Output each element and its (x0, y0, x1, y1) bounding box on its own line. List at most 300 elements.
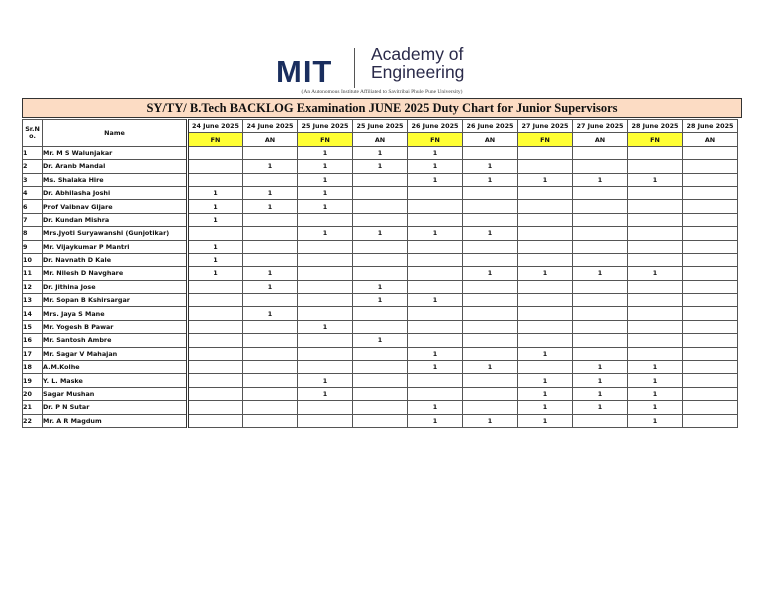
duty-cell (463, 401, 518, 414)
duty-cell: 1 (243, 200, 298, 213)
duty-cell (573, 240, 628, 253)
duty-cell (628, 347, 683, 360)
supervisor-name-cell: Mr. Sagar V Mahajan (43, 347, 188, 360)
header-date: 25 June 2025 (298, 120, 353, 133)
header-session: FN (518, 133, 573, 146)
serial-number-cell: 20 (23, 387, 43, 400)
supervisor-name-cell: Mr. M S Walunjakar (43, 146, 188, 159)
duty-cell (573, 213, 628, 226)
duty-cell: 1 (298, 186, 353, 199)
duty-cell (683, 186, 738, 199)
supervisor-name-cell: Dr. Jithina Jose (43, 280, 188, 293)
duty-cell (518, 200, 573, 213)
duty-cell (683, 334, 738, 347)
supervisor-name-cell: Dr. P N Sutar (43, 401, 188, 414)
duty-cell (243, 361, 298, 374)
duty-cell: 1 (243, 280, 298, 293)
supervisor-name-cell: Dr. Aranb Mandal (43, 160, 188, 173)
duty-cell: 1 (243, 267, 298, 280)
duty-cell: 1 (573, 173, 628, 186)
duty-cell: 1 (408, 347, 463, 360)
header-date: 25 June 2025 (353, 120, 408, 133)
duty-cell: 1 (408, 173, 463, 186)
duty-cell: 1 (188, 240, 243, 253)
supervisor-name-cell: Mr. Santosh Ambre (43, 334, 188, 347)
serial-number-cell: 17 (23, 347, 43, 360)
duty-cell (353, 200, 408, 213)
table-row (23, 267, 738, 280)
duty-cell (683, 240, 738, 253)
duty-cell (298, 294, 353, 307)
duty-cell (628, 160, 683, 173)
serial-number-cell: 8 (23, 227, 43, 240)
duty-cell (353, 374, 408, 387)
duty-cell (188, 160, 243, 173)
duty-cell (628, 320, 683, 333)
duty-cell (463, 186, 518, 199)
header-session: FN (298, 133, 353, 146)
duty-cell: 1 (298, 200, 353, 213)
duty-cell: 1 (628, 414, 683, 427)
header-date: 24 June 2025 (188, 120, 243, 133)
duty-cell: 1 (353, 280, 408, 293)
duty-cell (298, 267, 353, 280)
table-row (23, 146, 738, 159)
header-session: FN (408, 133, 463, 146)
duty-cell (463, 280, 518, 293)
duty-cell: 1 (518, 374, 573, 387)
duty-cell (188, 387, 243, 400)
duty-cell (518, 146, 573, 159)
duty-cell (683, 320, 738, 333)
duty-cell: 1 (298, 320, 353, 333)
duty-cell (683, 253, 738, 266)
duty-cell (243, 227, 298, 240)
duty-cell (628, 280, 683, 293)
duty-cell: 1 (298, 227, 353, 240)
serial-number-cell: 10 (23, 253, 43, 266)
duty-cell: 1 (518, 267, 573, 280)
serial-number-cell: 9 (23, 240, 43, 253)
duty-cell (463, 200, 518, 213)
duty-cell (683, 347, 738, 360)
duty-cell (683, 267, 738, 280)
duty-cell (243, 253, 298, 266)
duty-cell (408, 213, 463, 226)
supervisor-name-cell: Dr. Abhilasha Joshi (43, 186, 188, 199)
duty-cell: 1 (518, 173, 573, 186)
duty-cell (243, 387, 298, 400)
duty-cell (353, 253, 408, 266)
serial-number-cell: 6 (23, 200, 43, 213)
serial-number-cell: 2 (23, 160, 43, 173)
header-srno: Sr.N o. (23, 120, 43, 147)
duty-cell: 1 (573, 361, 628, 374)
table-row (23, 334, 738, 347)
duty-cell (683, 387, 738, 400)
table-row (23, 200, 738, 213)
serial-number-cell: 11 (23, 267, 43, 280)
table-row (23, 374, 738, 387)
supervisor-name-cell: Mr. Nilesh D Navghare (43, 267, 188, 280)
duty-cell: 1 (463, 173, 518, 186)
duty-cell: 1 (573, 374, 628, 387)
duty-cell (188, 361, 243, 374)
duty-cell (573, 186, 628, 199)
duty-cell: 1 (243, 186, 298, 199)
duty-cell (683, 146, 738, 159)
supervisor-name-cell: Dr. Navnath D Kale (43, 253, 188, 266)
logo-brand: MIT (276, 54, 333, 89)
duty-cell (353, 213, 408, 226)
serial-number-cell: 19 (23, 374, 43, 387)
chart-title: SY/TY/ B.Tech BACKLOG Examination JUNE 2025 Duty Chart for Junior Supervisors (22, 98, 742, 118)
duty-cell (353, 401, 408, 414)
duty-cell (463, 213, 518, 226)
duty-cell (683, 227, 738, 240)
duty-cell (353, 347, 408, 360)
header-session: AN (353, 133, 408, 146)
duty-cell (353, 307, 408, 320)
supervisor-name-cell: Mr. Sopan B Kshirsargar (43, 294, 188, 307)
duty-cell (573, 294, 628, 307)
logo-line1: Academy of (371, 44, 464, 64)
duty-cell: 1 (298, 160, 353, 173)
duty-cell (408, 240, 463, 253)
serial-number-cell: 14 (23, 307, 43, 320)
table-row (23, 240, 738, 253)
header-date: 26 June 2025 (463, 120, 518, 133)
duty-cell (353, 173, 408, 186)
duty-cell: 1 (408, 160, 463, 173)
duty-cell: 1 (463, 227, 518, 240)
duty-cell: 1 (298, 173, 353, 186)
duty-cell (298, 361, 353, 374)
supervisor-name-cell: A.M.Kolhe (43, 361, 188, 374)
duty-cell: 1 (298, 374, 353, 387)
duty-cell: 1 (408, 227, 463, 240)
header-session: AN (683, 133, 738, 146)
duty-cell (683, 374, 738, 387)
duty-cell (683, 173, 738, 186)
duty-cell (298, 334, 353, 347)
duty-cell (243, 146, 298, 159)
duty-cell (628, 200, 683, 213)
logo-line2: Engineering (371, 62, 465, 82)
table-row (23, 320, 738, 333)
duty-cell (353, 414, 408, 427)
duty-cell: 1 (628, 387, 683, 400)
supervisor-name-cell: Mr. A R Magdum (43, 414, 188, 427)
header-session: FN (188, 133, 243, 146)
duty-cell: 1 (463, 160, 518, 173)
supervisor-name-cell: Ms. Shalaka Hire (43, 173, 188, 186)
table-row (23, 213, 738, 226)
logo-wordmark (371, 45, 464, 81)
duty-cell (188, 334, 243, 347)
duty-cell (188, 307, 243, 320)
duty-cell (518, 253, 573, 266)
duty-cell: 1 (518, 401, 573, 414)
header-session: AN (463, 133, 518, 146)
duty-cell (243, 173, 298, 186)
duty-cell (243, 347, 298, 360)
duty-cell (518, 227, 573, 240)
duty-cell (628, 186, 683, 199)
serial-number-cell: 15 (23, 320, 43, 333)
duty-cell (463, 146, 518, 159)
duty-cell (188, 280, 243, 293)
duty-cell: 1 (188, 186, 243, 199)
supervisor-name-cell: Mr. Vijaykumar P Mantri (43, 240, 188, 253)
duty-cell (243, 240, 298, 253)
duty-cell (683, 361, 738, 374)
serial-number-cell: 3 (23, 173, 43, 186)
duty-cell (463, 347, 518, 360)
table-row (23, 280, 738, 293)
header-session: AN (243, 133, 298, 146)
duty-cell (683, 414, 738, 427)
supervisor-name-cell: Prof Vaibnav Gijare (43, 200, 188, 213)
duty-cell (298, 253, 353, 266)
duty-cell (628, 213, 683, 226)
duty-cell (463, 387, 518, 400)
table-row (23, 227, 738, 240)
duty-cell (408, 267, 463, 280)
duty-cell: 1 (188, 253, 243, 266)
duty-cell: 1 (188, 267, 243, 280)
duty-cell: 1 (298, 146, 353, 159)
duty-cell: 1 (628, 361, 683, 374)
duty-cell (683, 294, 738, 307)
duty-cell: 1 (573, 401, 628, 414)
logo-tagline: (An Autonomous Institute Affiliated to Savitribai Phule Pune University) (301, 89, 463, 95)
header-session: FN (628, 133, 683, 146)
duty-cell: 1 (243, 307, 298, 320)
duty-cell (408, 387, 463, 400)
duty-cell (628, 146, 683, 159)
duty-cell (518, 294, 573, 307)
table-row (23, 361, 738, 374)
duty-cell (628, 334, 683, 347)
duty-cell (188, 227, 243, 240)
duty-cell: 1 (628, 401, 683, 414)
duty-cell (243, 374, 298, 387)
duty-cell: 1 (628, 374, 683, 387)
serial-number-cell: 22 (23, 414, 43, 427)
duty-cell: 1 (518, 414, 573, 427)
duty-cell: 1 (188, 213, 243, 226)
duty-cell (408, 334, 463, 347)
duty-cell (408, 186, 463, 199)
table-row (23, 387, 738, 400)
duty-cell (353, 267, 408, 280)
duty-cell (628, 240, 683, 253)
duty-cell: 1 (573, 387, 628, 400)
duty-cell: 1 (408, 361, 463, 374)
duty-cell (463, 253, 518, 266)
duty-cell (518, 160, 573, 173)
serial-number-cell: 4 (23, 186, 43, 199)
duty-cell (298, 280, 353, 293)
duty-cell (353, 361, 408, 374)
duty-cell (463, 307, 518, 320)
duty-cell (573, 320, 628, 333)
duty-cell: 1 (408, 414, 463, 427)
duty-cell (573, 146, 628, 159)
duty-cell (188, 414, 243, 427)
duty-cell (188, 401, 243, 414)
duty-cell (573, 280, 628, 293)
table-row (23, 401, 738, 414)
serial-number-cell: 16 (23, 334, 43, 347)
duty-cell (408, 280, 463, 293)
duty-cell (518, 186, 573, 199)
supervisor-name-cell: Mrs. Jaya S Mane (43, 307, 188, 320)
duty-cell (573, 200, 628, 213)
duty-cell (573, 347, 628, 360)
duty-cell (408, 253, 463, 266)
duty-cell: 1 (518, 347, 573, 360)
serial-number-cell: 7 (23, 213, 43, 226)
duty-cell: 1 (518, 387, 573, 400)
duty-cell: 1 (353, 146, 408, 159)
duty-cell: 1 (298, 387, 353, 400)
duty-cell: 1 (353, 227, 408, 240)
serial-number-cell: 21 (23, 401, 43, 414)
supervisor-name-cell: Mr. Yogesh B Pawar (43, 320, 188, 333)
duty-cell (298, 240, 353, 253)
duty-cell: 1 (463, 361, 518, 374)
duty-cell (353, 240, 408, 253)
serial-number-cell: 1 (23, 146, 43, 159)
duty-cell (243, 401, 298, 414)
duty-cell (243, 414, 298, 427)
duty-cell (408, 320, 463, 333)
duty-cell (408, 200, 463, 213)
serial-number-cell: 12 (23, 280, 43, 293)
duty-cell: 1 (573, 267, 628, 280)
serial-number-cell: 13 (23, 294, 43, 307)
duty-cell (243, 213, 298, 226)
duty-cell: 1 (408, 294, 463, 307)
supervisor-name-cell: Sagar Mushan (43, 387, 188, 400)
duty-cell (188, 374, 243, 387)
duty-cell (188, 320, 243, 333)
duty-cell (573, 414, 628, 427)
duty-cell (573, 334, 628, 347)
duty-cell (298, 347, 353, 360)
duty-cell (628, 253, 683, 266)
duty-cell (683, 307, 738, 320)
table-row (23, 294, 738, 307)
duty-cell: 1 (353, 294, 408, 307)
logo-divider (354, 48, 355, 88)
header-date: 24 June 2025 (243, 120, 298, 133)
duty-cell (353, 320, 408, 333)
duty-cell: 1 (188, 200, 243, 213)
duty-cell (243, 294, 298, 307)
duty-cell (298, 414, 353, 427)
duty-cell (683, 280, 738, 293)
duty-cell (683, 213, 738, 226)
table-row (23, 160, 738, 173)
header-date: 27 June 2025 (573, 120, 628, 133)
duty-cell (463, 294, 518, 307)
duty-cell: 1 (243, 160, 298, 173)
duty-cell (243, 320, 298, 333)
duty-cell (573, 253, 628, 266)
duty-cell (518, 240, 573, 253)
duty-cell (518, 361, 573, 374)
serial-number-cell: 18 (23, 361, 43, 374)
duty-cell (298, 307, 353, 320)
supervisor-name-cell: Y. L. Maske (43, 374, 188, 387)
duty-cell: 1 (463, 267, 518, 280)
duty-chart-table (22, 119, 738, 428)
duty-cell: 1 (408, 146, 463, 159)
duty-table-body (23, 146, 738, 427)
duty-cell (463, 240, 518, 253)
duty-cell (518, 334, 573, 347)
duty-cell (298, 213, 353, 226)
header-session: AN (573, 133, 628, 146)
header-date: 28 June 2025 (683, 120, 738, 133)
duty-cell (518, 213, 573, 226)
duty-cell (353, 186, 408, 199)
duty-cell (573, 160, 628, 173)
duty-cell (463, 334, 518, 347)
duty-cell (628, 307, 683, 320)
duty-cell (188, 146, 243, 159)
header-date: 28 June 2025 (628, 120, 683, 133)
duty-cell (298, 401, 353, 414)
duty-cell (243, 334, 298, 347)
duty-cell (683, 401, 738, 414)
duty-cell (408, 307, 463, 320)
duty-cell (628, 294, 683, 307)
duty-cell (188, 294, 243, 307)
table-row (23, 173, 738, 186)
duty-cell (188, 173, 243, 186)
duty-cell (463, 320, 518, 333)
table-row (23, 414, 738, 427)
duty-cell (518, 280, 573, 293)
duty-cell: 1 (463, 414, 518, 427)
supervisor-name-cell: Dr. Kundan Mishra (43, 213, 188, 226)
duty-cell (463, 374, 518, 387)
table-row (23, 253, 738, 266)
duty-cell (683, 160, 738, 173)
duty-cell: 1 (408, 401, 463, 414)
duty-cell (683, 200, 738, 213)
duty-cell (518, 320, 573, 333)
duty-cell: 1 (353, 160, 408, 173)
header-date-row (23, 120, 738, 133)
duty-cell: 1 (353, 334, 408, 347)
duty-cell (353, 387, 408, 400)
table-row (23, 307, 738, 320)
table-row (23, 347, 738, 360)
table-row (23, 186, 738, 199)
header-name: Name (43, 120, 188, 147)
duty-cell (518, 307, 573, 320)
duty-cell (628, 227, 683, 240)
supervisor-name-cell: Mrs.Jyoti Suryawanshi (Gunjotikar) (43, 227, 188, 240)
duty-cell (188, 347, 243, 360)
header-date: 26 June 2025 (408, 120, 463, 133)
duty-cell (573, 227, 628, 240)
